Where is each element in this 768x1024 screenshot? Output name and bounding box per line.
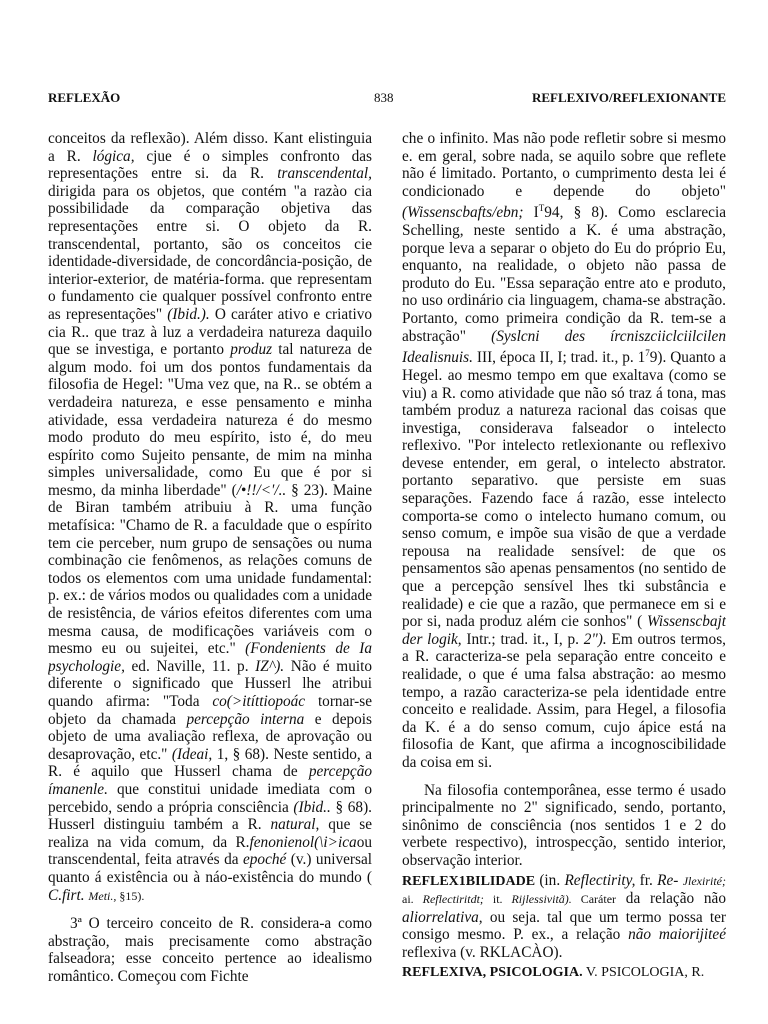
header-headword-right: REFLEXIVO/REFLEXIONANTE — [531, 90, 726, 105]
left-column — [48, 130, 372, 1024]
paragraph-third-concept: 3ª O terceiro conceito de R. considera-a como abstração, mais precisamente como abstração falseadora; esse conceito pertence ao idealismo romântico. Começou com Fichte — [48, 915, 372, 985]
paragraph-reflection-kant-hegel: conceitos da reflexão). Além disso. Kant elistinguia a R. lógica, cjue é o simples confronto das representações entre si. da R. transcendental, dirigida para os objetos, que contém "a razào cia possibilidade da comparação objetiva das representações entre si. O objeto da R. transcendental, portanto, são os conceitos cie identidade-diversidade, de concordância-posição, de interior-exterior, de matéria-forma. que representam o fundamento cie qualquer possível confronto entre as representações" (Ibid.). O caráter ativo e criativo cia R.. que traz à luz a verdadeira natureza daquilo que se investiga, e portanto produz tal natureza de algum modo. foi um dos pontos fundamentais da filosofia de Hegel: "Uma vez que, na R.. se obtém a verdadeira natureza, e esse pensamento e minha atividade, essa verdadeira natureza é do mesmo modo produto do meu espírito, isto é, do meu espírito como Sujeito pensante, de mim na minha simples universalidade, como Eu que é por si mesmo, da minha liberdade" (/•!!/<'/.. § 23). Maine de Biran também atribuiu à R. uma função metafísica: "Chamo de R. a faculdade que o espírito tem cie perceber, num grupo de sensações ou numa combinação cie fenômenos, as relações comuns de todos os elementos com uma unidade fundamental: p. ex.: de vários modos ou qualidades com a unidade de resistência, de vários efeitos diferentes com uma mesma causa, de modificações variáveis com o mesmo eu ou sujeitei, etc." (Fondenients de Ia psychologie, ed. Naville, 11. p. IZ^). Não é muito diferente o significado que Husserl lhe atribui quando afirma: "Toda co(>itíttiopoác tornar-se objeto da chamada percepção interna e depois objeto de uma avaliação reflexa, de aprovação ou desaprovação, etc." (Ideai, 1, § 68). Neste sentido, a R. é aquilo que Husserl chama de percepção ímanenle. que constitui unidade imediata com o percebido, sendo a própria consciência (Ibid.. § 68). Husserl distinguiu também a R. natural, que se realiza na vida comum, da R.fenonienol(\i>icaou transcendental, feita através da epoché (v.) universal quanto á existência ou à náo-existência do mundo ( C.firt. Meti., §15). — [48, 130, 372, 904]
paragraph-fichte-schelling-hegel: che o infinito. Mas não pode refletir sobre si mesmo e. em geral, sobre nada, se aquilo sobre que reflete não é limitado. Portanto, o cumprimento desta lei é condicionado e depende do objeto" (Wissenscbafts/ebn; $I^T94$, § 8). Como esclarecia Schelling, neste sentido a K. é uma abstração, porque leva a separar o objeto do Eu do próprio Eu, enquanto, na realidade, o objeto não passa de produto do Eu. "Essa separação entre ato e produto, no uso ordinário cia linguagem, chama-se abstração. Portanto, como primeira condição da R. tem-se a abstração" (Syslcni des írcniszciiclciilcilen Idealisnuis. III, época II, I; trad. it., p. $1^79$). Quanto a Hegel. ao mesmo tempo em que exaltava (como se viu) a R. como atividade que não só traz á tona, mas também produz a natureza racional das coisas que investiga, considerava falseador o intelecto reflexivo. "Por intelecto retlexionante ou reflexivo devese entender, em geral, o intelecto abstrator. portanto separativo. que persiste em suas separações. Fazendo face á razão, esse intelecto comporta-se como o intelecto humano comum, ou senso comum, e impõe sua visão de que a verdade repousa na realidade sensível: de que os pensamentos são apenas pensamentos (no sentido de que a percepção sensível lhes tki substância e realidade) e cie que a razão, que permanece em si e por si, nada produz além cie sonhos" ( Wissenscbajt der logik, Intr.; trad. it., I, p. 2"). Em outros termos, a R. caracteriza-se pela separação entre conceito e realidade, o que é uma falsa abstração: ao mesmo tempo, a razão caracteriza-se pela identidade entre conceito e realidade. Assim, para Hegel, a filosofia da K. é a do senso comum, cujo ápice está na filosofia de Kant, que afirma a incognoscibilidade da coisa em si. — [402, 130, 726, 771]
running-header — [48, 90, 728, 110]
entry-reflexiva-psicologia: REFLEXIVA, PSICOLOGIA. V. PSICOLOGIA, R. — [402, 964, 705, 980]
entry-reflexibilidade: REFLEX1BILIDADE (in. Reflectirity, fr. Re- Jlexirité; ai. Reflectiritdt; it. Rijlessivitã). Caráter da relação não aliorrelativa, ou seja. tal que um termo possa ter consigo mesmo. P. ex., a relação não maiorijiteé reflexiva (v. RKLACÀO). — [402, 871, 726, 961]
header-headword-left: REFLEXÃO — [48, 90, 121, 105]
right-column — [402, 130, 726, 1024]
page-number: 838 — [374, 90, 394, 105]
paragraph-contemporary-philosophy: Na filosofia contemporânea, esse termo é usado principalmente no 2" significado, sendo, portanto, sinônimo de consciência (nos sentidos 1 e 2 do verbete respectivo), introspecção, sentido interior, observação interior. — [402, 781, 726, 869]
